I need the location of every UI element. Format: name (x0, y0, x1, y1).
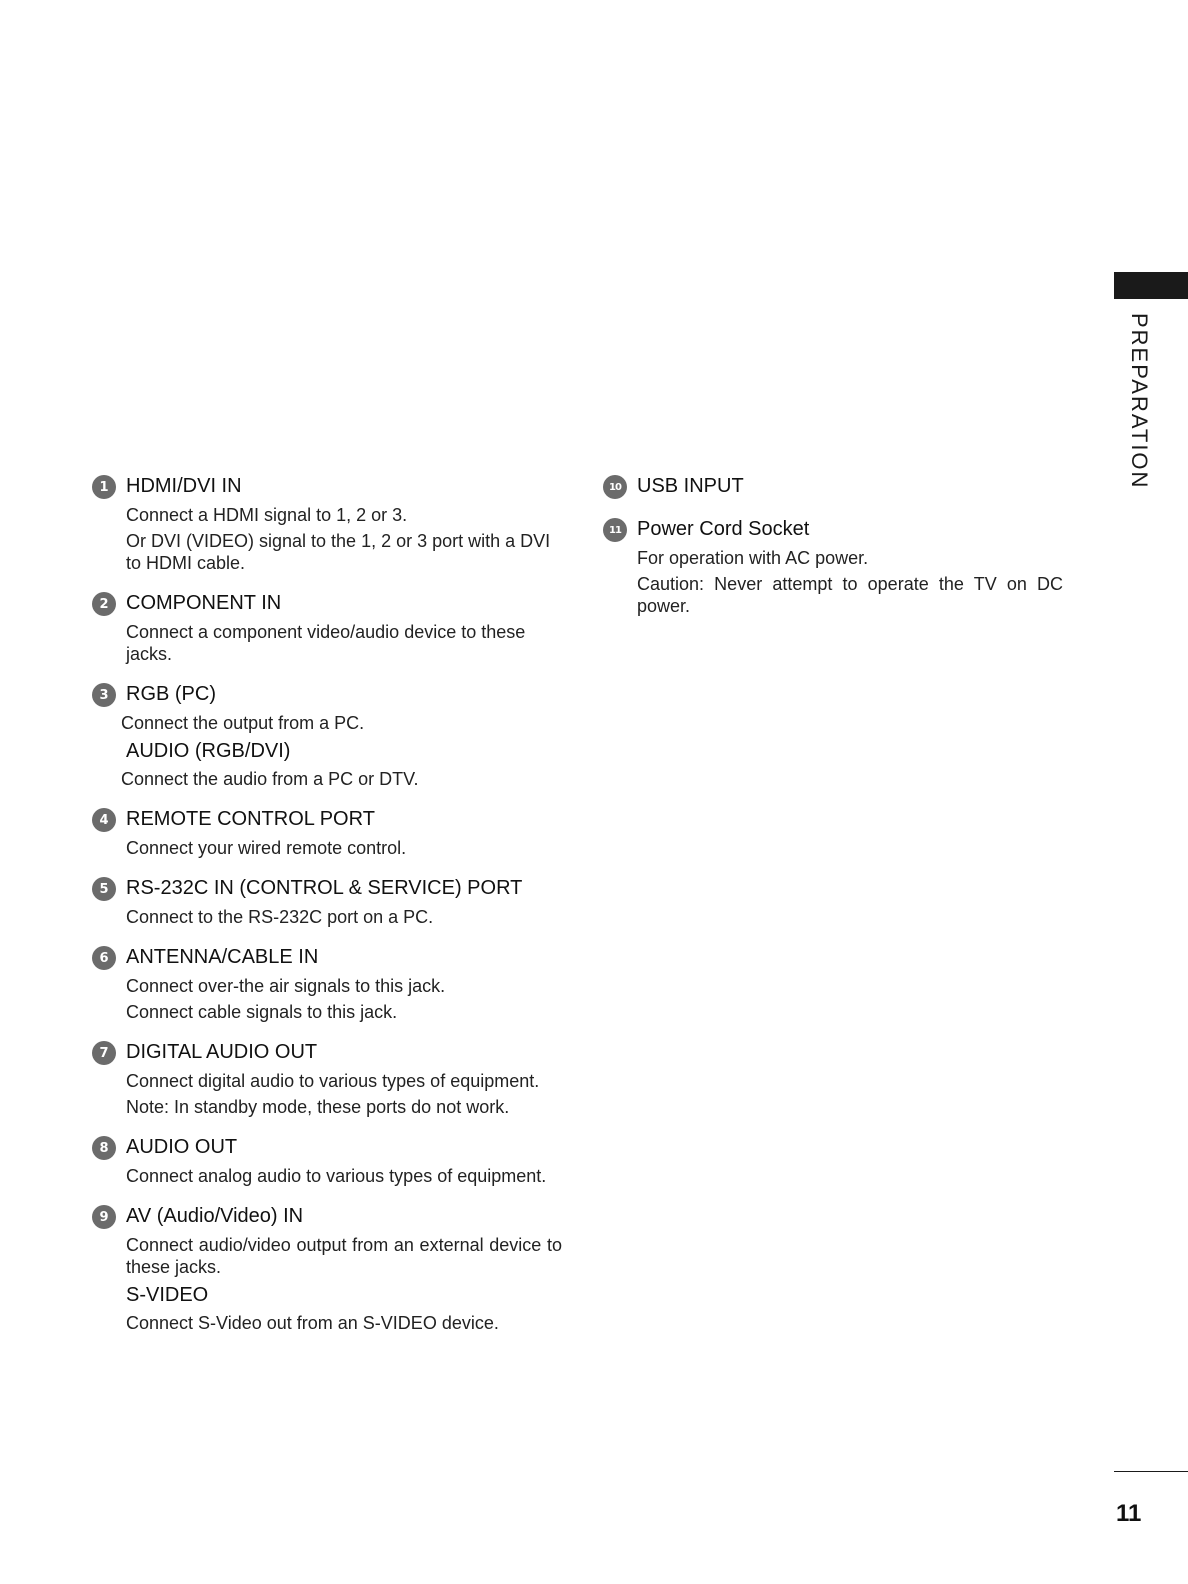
item-title: REMOTE CONTROL PORT (126, 808, 375, 830)
item-description: Connect to the RS-232C port on a PC. (126, 907, 434, 927)
item-description: Connect a HDMI signal to 1, 2 or 3. (126, 505, 408, 525)
item-title: AV (Audio/Video) IN (126, 1205, 304, 1227)
list-item (92, 1039, 562, 1118)
number-2-icon: 2 (92, 592, 116, 616)
number-5-icon: 5 (92, 877, 116, 901)
item-title: DIGITAL AUDIO OUT (126, 1041, 318, 1063)
item-subdescription: Connect the audio from a PC or DTV. (121, 769, 419, 789)
right-column (603, 473, 1063, 633)
item-title: COMPONENT IN (126, 592, 282, 614)
list-item (603, 473, 1063, 500)
item-description: Connect your wired remote control. (126, 838, 407, 858)
item-title: AUDIO OUT (126, 1136, 238, 1158)
number-11-icon: 11 (603, 518, 627, 542)
list-item (92, 1203, 562, 1334)
section-tab-bar (1114, 272, 1188, 299)
item-description: Connect cable signals to this jack. (126, 1002, 398, 1022)
item-title: RS-232C IN (CONTROL & SERVICE) PORT (126, 877, 523, 899)
list-item (92, 806, 562, 859)
left-column (92, 473, 562, 1350)
item-title: Power Cord Socket (637, 518, 810, 540)
page-number: 11 (1116, 1500, 1142, 1527)
number-1-icon: 1 (92, 475, 116, 499)
number-8-icon: 8 (92, 1136, 116, 1160)
list-item (92, 875, 562, 928)
number-9-icon: 9 (92, 1205, 116, 1229)
item-subdescription: Connect S-Video out from an S-VIDEO device. (126, 1313, 499, 1333)
item-description: Note: In standby mode, these ports do not work. (126, 1097, 510, 1117)
item-description: Connect over-the air signals to this jack. (126, 976, 446, 996)
item-title: USB INPUT (637, 475, 744, 497)
item-description: Caution: Never attempt to operate the TV on DC power. (637, 574, 1063, 616)
page-number-divider (1114, 1471, 1188, 1472)
list-item (92, 1134, 562, 1187)
number-4-icon: 4 (92, 808, 116, 832)
list-item (603, 516, 1063, 617)
item-description: For operation with AC power. (637, 548, 869, 568)
item-description: Connect audio/video output from an external device to these jacks. (126, 1235, 562, 1277)
item-description: Connect the output from a PC. (121, 713, 365, 733)
item-title: HDMI/DVI IN (126, 475, 242, 497)
list-item (92, 681, 562, 790)
item-subtitle: AUDIO (RGB/DVI) (126, 740, 291, 762)
item-title: RGB (PC) (126, 683, 216, 705)
list-item (92, 473, 562, 574)
number-10-icon: 10 (603, 475, 627, 499)
list-item (92, 944, 562, 1023)
list-item (92, 590, 562, 665)
item-subtitle: S-VIDEO (126, 1284, 209, 1306)
number-6-icon: 6 (92, 946, 116, 970)
item-description: Connect analog audio to various types of equipment. (126, 1166, 547, 1186)
item-description: Or DVI (VIDEO) signal to the 1, 2 or 3 port with a DVI to HDMI cable. (126, 531, 551, 573)
number-7-icon: 7 (92, 1041, 116, 1065)
item-description: Connect a component video/audio device to these jacks. (126, 622, 526, 664)
number-3-icon: 3 (92, 683, 116, 707)
section-tab-label: PREPARATION (1127, 313, 1152, 490)
item-description: Connect digital audio to various types of equipment. (126, 1071, 540, 1091)
item-title: ANTENNA/CABLE IN (126, 946, 319, 968)
